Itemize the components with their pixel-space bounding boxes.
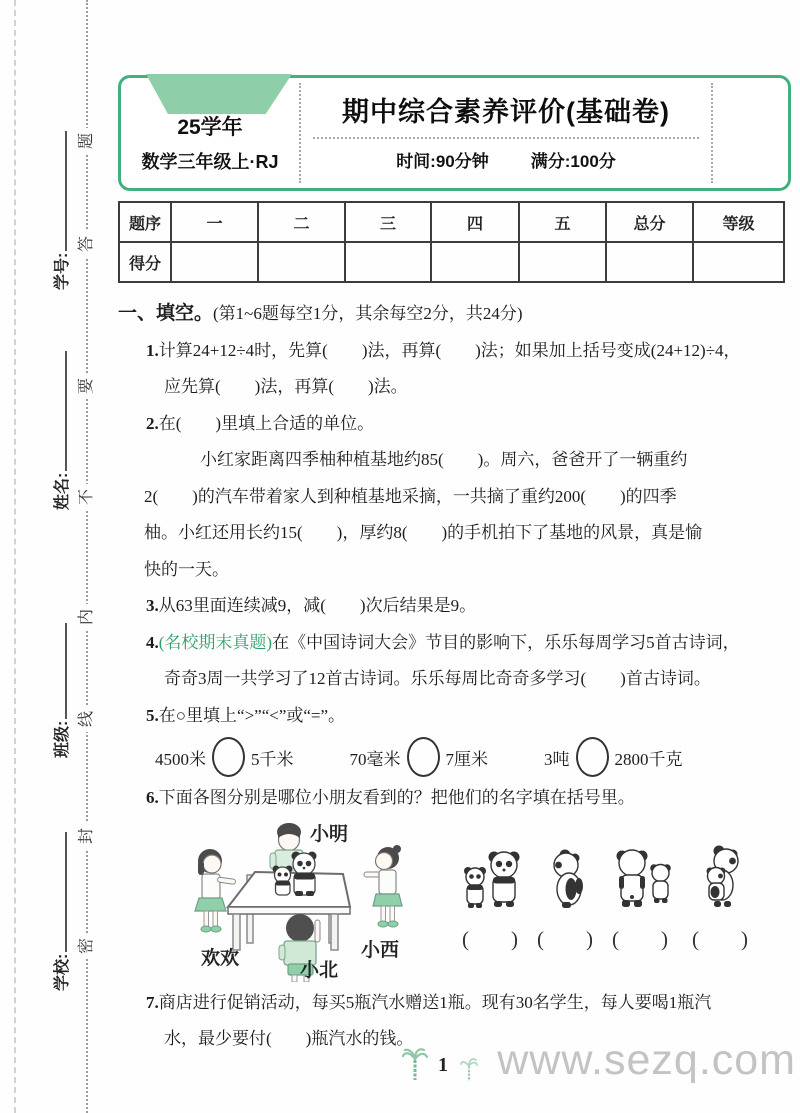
question-1-text: 计算24+12÷4时，先算( )法，再算( )法；如果加上括号变成(24+12)÷4，: [158, 340, 741, 360]
question-5-number: 5.: [146, 705, 159, 725]
answer-bracket: ( ): [612, 926, 668, 951]
col-part-3: 三: [345, 202, 431, 242]
question-1-line-2: 应先算( )法，再算( )法。: [164, 377, 408, 396]
comparison-circle: [212, 737, 245, 777]
score-table-header-row: [119, 202, 784, 242]
shirt: [379, 870, 396, 894]
question-6-text: 下面各图分别是哪位小朋友看到的？把他们的名字填在括号里。: [158, 788, 635, 807]
question-section: [118, 296, 785, 1058]
question-2-text: 在( )里填上合适的单位。: [158, 413, 375, 433]
panda-view-front-icon: [458, 845, 522, 921]
question-4-line-1: [118, 625, 785, 662]
hair-bun: [393, 845, 401, 853]
exam-title: 期中综合素养评价(基础卷): [342, 97, 670, 127]
leg: [390, 906, 395, 922]
hair-back: [286, 914, 314, 942]
page-edge-dashed-line: [14, 0, 16, 1113]
shoe: [211, 926, 221, 932]
label-xiaobei: 小北: [300, 959, 339, 981]
leg: [381, 906, 386, 922]
palm-tree-icon: [460, 1058, 478, 1082]
panda-foot: [306, 891, 314, 896]
table-apron: [228, 907, 350, 914]
class-blank-line: [51, 623, 67, 719]
face: [376, 852, 393, 869]
comparison-left-value: 4500米: [155, 749, 206, 769]
comparison-left-value: 3吨: [544, 749, 570, 769]
comparison-right-value: 7厘米: [445, 749, 488, 769]
name-label: 姓名:: [54, 472, 71, 510]
answer-bracket: ( ): [537, 926, 593, 951]
panda-arms: [276, 881, 291, 886]
palm-tree-icon: [402, 1048, 428, 1082]
face: [203, 855, 221, 873]
panda-eye: [297, 860, 303, 866]
seal-char: 线: [74, 706, 100, 732]
col-part-5: 五: [519, 202, 606, 242]
question-2-number: 2.: [146, 413, 159, 433]
exam-info: [306, 147, 706, 172]
comparison-left-value: 70毫米: [349, 749, 401, 769]
score-cell-empty: [606, 242, 693, 282]
question-5-line-1: [118, 698, 785, 735]
skirt: [195, 898, 226, 911]
section-one-note: (第1~6题每空1分，其余每空2分，共24分): [213, 304, 523, 323]
question-1-number: 1.: [146, 340, 159, 360]
shoe: [201, 926, 211, 932]
row-score-label: 得分: [119, 242, 171, 282]
big-panda-on-table: [292, 851, 317, 896]
leg: [213, 911, 218, 927]
question-4-text: 在《中国诗词大会》节目的影响下，乐乐每周学习5首古诗词，: [272, 632, 740, 652]
shoe: [378, 921, 388, 927]
score-table-score-row: [119, 242, 784, 282]
col-total: 总分: [606, 202, 693, 242]
score-cell-empty: [345, 242, 431, 282]
comparison-circle: [576, 737, 609, 777]
comparison-right-value: 2800千克: [614, 749, 683, 769]
hair-flap: [198, 861, 204, 875]
comparison-circle: [407, 737, 440, 777]
label-xiaoxi: 小西: [361, 939, 400, 961]
comparison-item: [544, 737, 683, 777]
school-field: [51, 801, 75, 991]
subject-edition: 数学三年级上·RJ: [141, 152, 279, 172]
question-7-line-2: 水，最少要付( )瓶汽水的钱。: [164, 1029, 414, 1048]
score-cell-empty: [171, 242, 258, 282]
col-part-2: 二: [258, 202, 345, 242]
score-cell-empty: [431, 242, 519, 282]
scene-kid-xiaoxi: [364, 845, 402, 927]
panda-head: [293, 853, 315, 875]
section-one-heading: [118, 296, 785, 333]
exam-header-box: [118, 75, 791, 191]
score-cell-empty: [519, 242, 606, 282]
header-divider: [299, 83, 301, 183]
label-huanhuan: 欢欢: [201, 947, 240, 969]
question-7-text: 商店进行促销活动，每买5瓶汽水赠送1瓶。现有30名学生，每人要喝1瓶汽: [158, 992, 712, 1012]
name-field: [51, 310, 75, 510]
question-7-line-1: [118, 985, 785, 1022]
school-label: 学校:: [54, 953, 71, 991]
question-3-text: 从63里面连续减9，减( )次后结果是9。: [158, 596, 477, 615]
header-dotted-rule: [313, 137, 699, 139]
answer-bracket: ( ): [692, 926, 748, 951]
school-year: 25学年: [177, 116, 243, 139]
comparison-item: [155, 737, 294, 777]
question-7-number: 7.: [146, 992, 159, 1012]
question-2-line-3: 2( )的汽车带着家人到种植基地采摘，一共摘了重约200( )的四季: [144, 486, 677, 506]
website-watermark: www.sezq.com: [497, 1036, 796, 1084]
question-6-number: 6.: [146, 788, 159, 807]
section-one-title: 一、填空。: [118, 303, 214, 324]
student-id-label: 学号:: [54, 252, 71, 290]
score-cell-empty: [258, 242, 345, 282]
question-3-number: 3.: [146, 596, 159, 615]
school-blank-line: [51, 832, 67, 952]
question-4-line-2: 奇奇3周一共学习了12首古诗词。乐乐每周比奇奇多学习( )首古诗词。: [164, 669, 711, 688]
table-leg: [331, 914, 338, 950]
name-blank-line: [51, 351, 67, 471]
panda-eye: [278, 872, 282, 876]
seal-char: 封: [74, 823, 100, 849]
exam-time: 时间:90分钟: [396, 152, 489, 171]
arm: [279, 945, 285, 960]
panda-view-back-icon: [608, 845, 672, 921]
shoe: [388, 921, 398, 927]
panda-arms: [294, 873, 315, 880]
score-cell-empty: [693, 242, 784, 282]
header-divider: [711, 83, 713, 183]
student-id-field: [51, 100, 75, 290]
seal-char: 不: [74, 484, 100, 510]
panda-eye: [284, 872, 288, 876]
panda-nose: [303, 866, 306, 869]
class-label: 班级:: [54, 720, 71, 758]
col-grade: 等级: [693, 202, 784, 242]
seal-char: 内: [74, 604, 100, 630]
question-4-number: 4.: [146, 632, 159, 652]
panda-eye: [306, 860, 312, 866]
score-table: [118, 201, 785, 283]
seal-char: 题: [74, 128, 100, 154]
scene-kid-huanhuan: [195, 849, 236, 932]
col-part-4: 四: [431, 202, 519, 242]
comparison-right-value: 5千米: [251, 749, 294, 769]
leg: [204, 911, 209, 927]
header-left-section: [121, 78, 299, 188]
panda-foot: [295, 891, 303, 896]
exam-full-score: 满分:100分: [530, 152, 616, 171]
question-2-line-2: 小红家距离四季柚种植基地约85( )。周六，爸爸开了一辆重约: [200, 450, 688, 469]
question-5-comparison-row: [118, 734, 785, 780]
student-id-blank-line: [51, 131, 67, 251]
seal-char: 答: [74, 231, 100, 257]
question-2-line-5: 快的一天。: [144, 559, 229, 579]
page-number-block: [400, 1048, 500, 1088]
panda-view-right-side-icon: [688, 845, 752, 921]
panda-view-left-side-icon: [533, 845, 597, 921]
question-1-line-1: [118, 333, 785, 370]
label-xiaoming: 小明: [310, 823, 349, 845]
raised-arm: [315, 920, 320, 942]
question-5-text: 在○里填上“>”“<”或“=”。: [158, 705, 346, 725]
col-part-1: 一: [171, 202, 258, 242]
seal-char: 密: [74, 933, 100, 959]
class-field: [51, 582, 75, 758]
shirt: [202, 874, 220, 899]
question-6-figure: [118, 817, 785, 985]
question-3-line-1: [118, 588, 785, 625]
question-4-source-tag: (名校期末真题): [158, 632, 273, 652]
question-2-line-4: 柚。小红还用长约15( )，厚约8( )的手机拍下了基地的风景，真是愉: [144, 523, 703, 542]
answer-bracket: ( ): [462, 926, 518, 951]
question-6-line-1: [118, 780, 785, 817]
seal-char: 要: [74, 373, 100, 399]
skirt: [373, 894, 402, 906]
question-2-line-1: [118, 406, 785, 443]
col-question-order: 题序: [119, 202, 171, 242]
leg: [292, 975, 297, 982]
comparison-item: [350, 737, 489, 777]
page-number: 1: [438, 1054, 448, 1076]
